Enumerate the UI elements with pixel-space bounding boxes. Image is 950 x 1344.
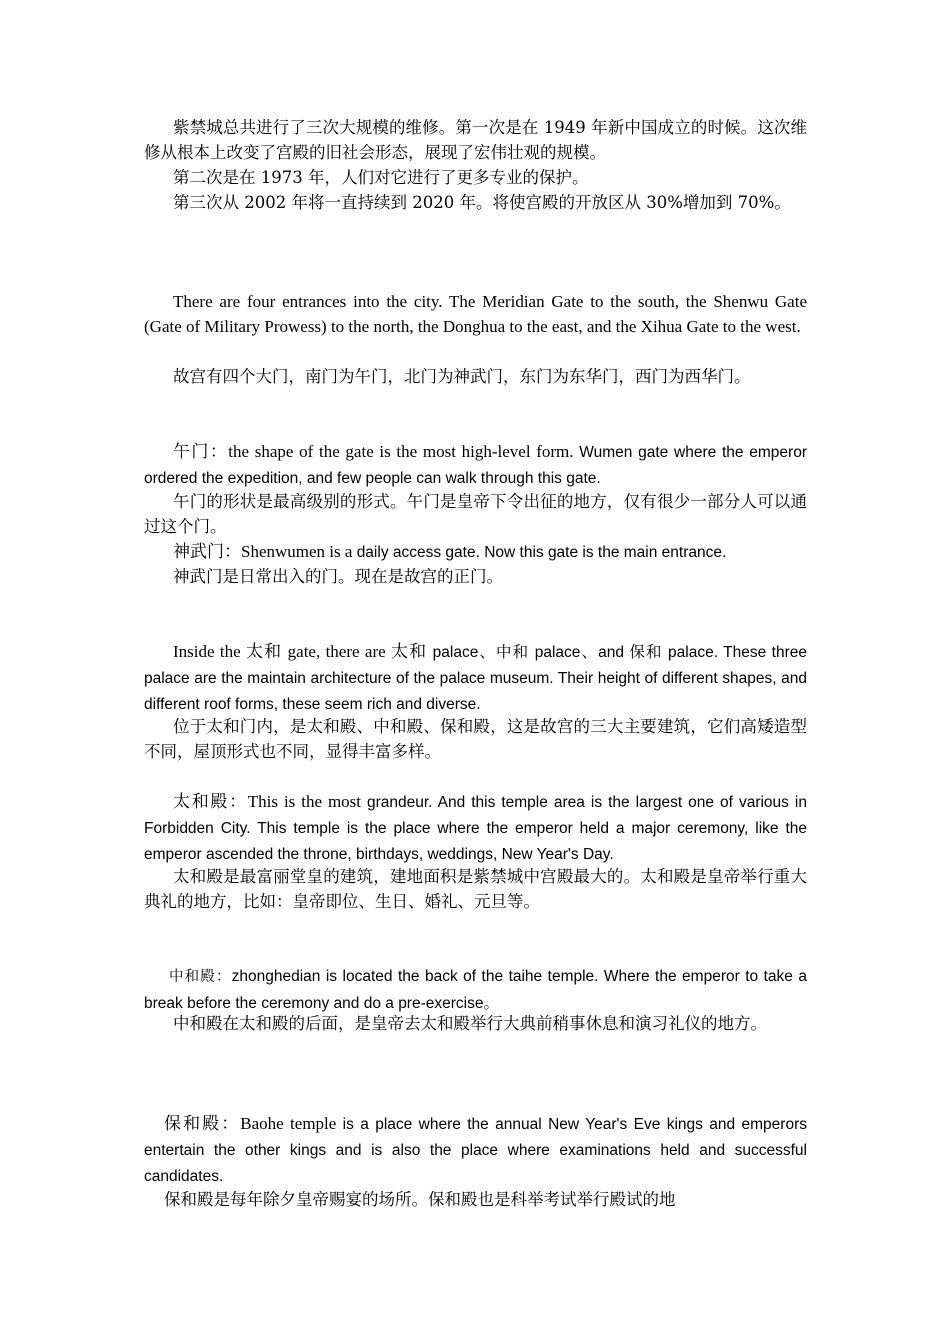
paragraph-third-repair: 第三次从 2002 年将一直持续到 2020 年。将使宫殿的开放区从 30%增加到 70%。 bbox=[173, 193, 791, 212]
paragraph-entrances-zh: 故宫有四个大门，南门为午门，北门为神武门，东门为东华门，西门为西华门。 bbox=[173, 367, 751, 386]
paragraph-baohedian-en bbox=[144, 1111, 807, 1189]
paragraph-shenwumen-en bbox=[144, 539, 807, 565]
paragraph-entrances-en: There are four entrances into the city. The Meridian Gate to the south, the Shenwu Gate (Gate of Military Prowess) to the north, the Donghua to the east, and the Xihua Gate to the west. bbox=[144, 292, 807, 336]
paragraph-wumen-en bbox=[144, 439, 807, 491]
wumen-en-tail: Wumen gate where the emperor ordered the expedition, and few people can walk through this gate. bbox=[144, 444, 807, 487]
paragraph-baohedian-zh: 保和殿是每年除夕皇帝赐宴的场所。保和殿也是科举考试举行殿试的地 bbox=[164, 1190, 676, 1209]
shenwumen-en-head: 神武门：Shenwumen is a bbox=[173, 542, 357, 561]
taihedian-en-tail: grandeur. And this temple area is the largest one of various in Forbidden City. This temple is the place where the emperor held a major ceremony, like the emperor ascended the throne, birthdays, weddings, New Year's Day. bbox=[144, 794, 807, 863]
three-halls-en-head: Inside the 太和 gate, there are 太和 bbox=[173, 642, 433, 661]
wumen-en-head: 午门：the shape of the gate is the most high-level form. bbox=[173, 442, 574, 461]
paragraph-repairs-intro: 紫禁城总共进行了三次大规模的维修。第一次是在 1949 年新中国成立的时候。这次维修从根本上改变了宫殿的旧社会形态，展现了宏伟壮观的规模。 bbox=[144, 118, 807, 162]
shenwumen-en-tail: daily access gate. Now this gate is the main entrance. bbox=[356, 544, 727, 561]
paragraph-zhonghedian-en bbox=[144, 963, 807, 1016]
paragraph-taihedian-en bbox=[144, 789, 807, 867]
taihedian-en-head: 太和殿：This is the most bbox=[173, 792, 367, 811]
paragraph-second-repair: 第二次是在 1973 年，人们对它进行了更多专业的保护。 bbox=[173, 168, 589, 187]
zhonghedian-en-tail: zhonghedian is located the back of the taihe temple. Where the emperor to take a break before the ceremony and do a pre-exercise。 bbox=[144, 968, 807, 1012]
baohedian-en-head: 保和殿：Baohe temple bbox=[164, 1114, 343, 1133]
paragraph-shenwumen-zh: 神武门是日常出入的门。现在是故宫的正门。 bbox=[173, 567, 503, 586]
three-halls-en-tail: palace、中和 palace、and 保和 palace. These three palace are the maintain architecture of the palace museum. Their height of different shapes, and different roof forms, these seem rich and diverse. bbox=[144, 644, 808, 713]
paragraph-wumen-zh: 午门的形状是最高级别的形式。午门是皇帝下令出征的地方，仅有很少一部分人可以通过这个门。 bbox=[144, 492, 807, 536]
paragraph-zhonghedian-zh: 中和殿在太和殿的后面，是皇帝去太和殿举行大典前稍事休息和演习礼仪的地方。 bbox=[173, 1014, 767, 1033]
baohedian-en-tail: is a place where the annual New Year's Eve kings and emperors entertain the other kings and is also the place where examinations held and successful candidates. bbox=[144, 1116, 807, 1185]
paragraph-taihedian-zh: 太和殿是最富丽堂皇的建筑，建地面积是紫禁城中宫殿最大的。太和殿是皇帝举行重大典礼的地方，比如：皇帝即位、生日、婚礼、元旦等。 bbox=[144, 867, 807, 911]
paragraph-three-halls-zh: 位于太和门内，是太和殿、中和殿、保和殿，这是故宫的三大主要建筑，它们高矮造型不同，屋顶形式也不同，显得丰富多样。 bbox=[144, 717, 807, 761]
zhonghedian-en-head: 中和殿： bbox=[169, 969, 232, 985]
paragraph-three-halls-en bbox=[144, 639, 807, 717]
